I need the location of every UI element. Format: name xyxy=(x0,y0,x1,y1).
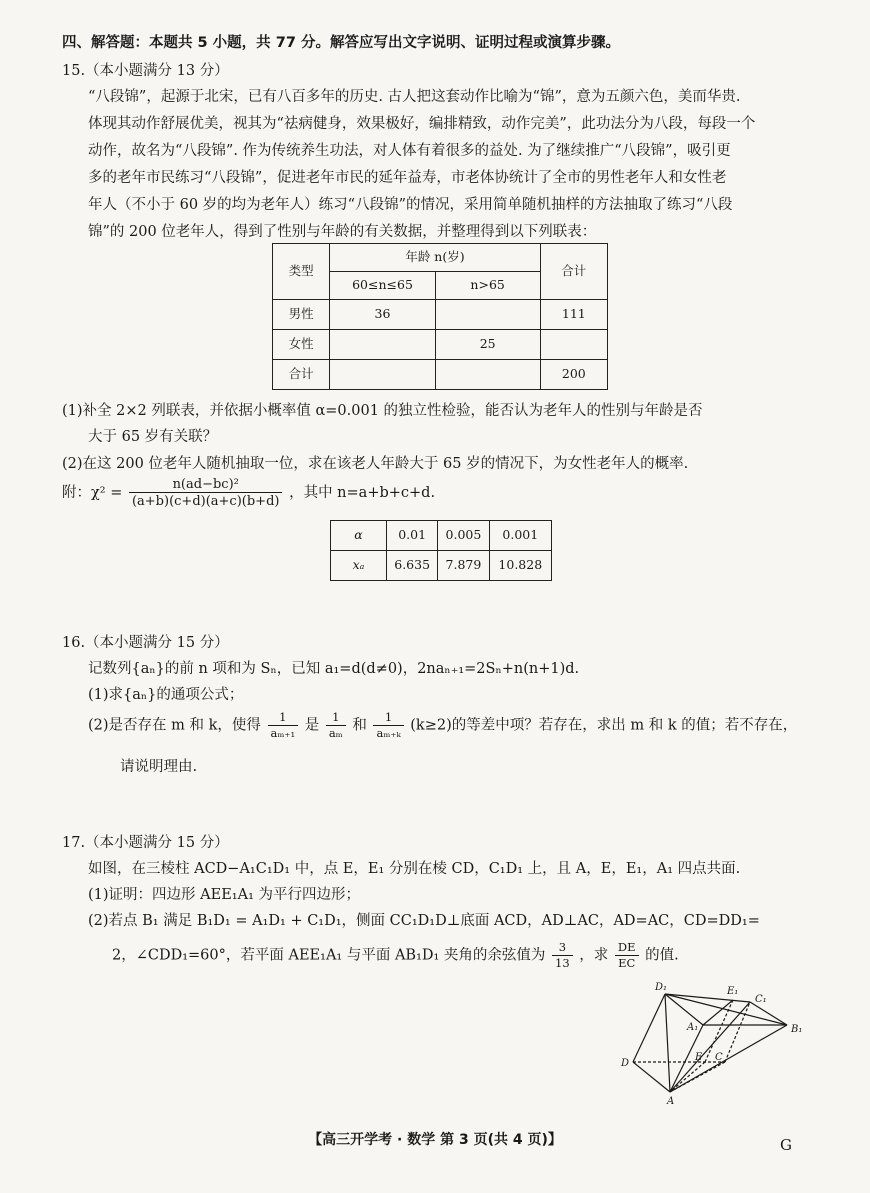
q15-para-line-6: 锦”的 200 位老年人，得到了性别与年龄的有关数据，并整理得到以下列联表： xyxy=(88,224,597,240)
fraction: $\frac{1}{\text{aₘ₊₁}}$ xyxy=(268,712,299,739)
critical-value-table xyxy=(330,520,552,581)
label-C1: C₁ xyxy=(755,994,767,1005)
page-footer: 【高三开学考 · 数学 第 3 页(共 4 页)】 xyxy=(308,1132,562,1148)
label-D: D xyxy=(621,1058,630,1069)
label-D1: D₁ xyxy=(655,982,668,993)
cosine-fraction: $\frac{3}{13}$ xyxy=(552,942,573,969)
q15-part1-line-1: (1)补全 2×2 列联表，并依据小概率值 α=0.001 的独立性检验，能否认为老年人的性别与年龄是否 xyxy=(62,403,703,419)
section-heading: 四、解答题：本题共 5 小题，共 77 分。解答应写出文字说明、证明过程或演算步骤。 xyxy=(62,35,620,51)
ratio-fraction: $\frac{DE}{EC}$ xyxy=(615,942,639,969)
q16-title: 16.（本小题满分 15 分） xyxy=(62,635,229,651)
label-A: A xyxy=(667,1096,675,1107)
prism-figure xyxy=(615,980,815,1110)
table-row: α 0.01 0.005 0.001 xyxy=(331,521,552,551)
table-row: 男性 36 111 xyxy=(273,300,608,330)
col-60-65-header: 60≤n≤65 xyxy=(330,272,435,300)
age-header: 年龄 n(岁) xyxy=(330,244,540,272)
corner-mark: G xyxy=(780,1136,792,1154)
q16-part2-line-2: 请说明理由. xyxy=(120,759,198,775)
table-row: 女性 25 xyxy=(273,330,608,360)
col-over-65-header: n>65 xyxy=(435,272,540,300)
q15-part2: (2)在这 200 位老年人随机抽取一位，求在该老人年龄大于 65 岁的情况下，为女性老年人的概率. xyxy=(62,456,689,472)
q15-para-line-4: 多的老年市民练习“八段锦”，促进老年市民的延年益寿，市老体协统计了全市的男性老年人和女性老 xyxy=(88,170,727,186)
q15-para-line-1: “八段锦”，起源于北宋，已有八百多年的历史. 古人把这套动作比喻为“锦”，意为五颜六色，美而华贵. xyxy=(88,89,741,105)
label-B1: B₁ xyxy=(791,1024,803,1035)
fraction: $\frac{1}{\text{aₘ}}$ xyxy=(326,712,346,739)
q15-title: 15.（本小题满分 13 分） xyxy=(62,63,229,79)
q17-title: 17.（本小题满分 15 分） xyxy=(62,835,229,851)
q17-statement: 如图，在三棱柱 ACD−A₁C₁D₁ 中，点 E，E₁ 分别在棱 CD，C₁D₁ 上，且 A，E，E₁，A₁ 四点共面. xyxy=(88,861,741,877)
total-header: 合计 xyxy=(540,244,607,300)
q15-para-line-3: 动作，故名为“八段锦”. 作为传统养生功法，对人体有着很多的益处. 为了继续推广“八段锦”，吸引更 xyxy=(88,143,731,159)
label-E: E xyxy=(695,1052,703,1063)
label-C: C xyxy=(715,1052,723,1063)
q15-para-line-2: 体现其动作舒展优美，视其为“祛病健身，效果极好，编排精致，动作完美”，此功法分为八段，每段一个 xyxy=(88,116,756,132)
q15-appendix: 附：χ² = $\frac{\text{n(ad−bc)²}}{(a+b)(c+d)(a+c)(b+d)}$ ，其中 n=a+b+c+d. xyxy=(62,477,436,509)
q17-part1: (1)证明：四边形 AEE₁A₁ 为平行四边形； xyxy=(88,887,360,903)
chi-square-fraction: $\frac{\text{n(ad−bc)²}}{(a+b)(c+d)(a+c)(b+d)}$ xyxy=(129,478,283,508)
q16-statement: 记数列{aₙ}的前 n 项和为 Sₙ，已知 a₁=d(d≠0)，2naₙ₊₁=2Sₙ+n(n+1)d. xyxy=(88,661,580,677)
q15-para-line-5: 年人（不小于 60 岁的均为老年人）练习“八段锦”的情况，采用简单随机抽样的方法抽取了练习“八段 xyxy=(88,197,733,213)
q16-part2-line-1: (2)是否存在 m 和 k，使得 $\frac{1}{\text{aₘ₊₁}}$ 是 $\frac{1}{\text{aₘ}}$ 和 $\frac{1}{\text{aₘ₊ₖ}}$ (k≥2)的等差中项？若存在，求出 m 和 k 的值；若不存在， xyxy=(88,710,798,740)
q16-part1: (1)求{aₙ}的通项公式； xyxy=(88,687,244,703)
q15-part1-line-2: 大于 65 岁有关联？ xyxy=(88,429,218,445)
label-E1: E₁ xyxy=(727,986,739,997)
contingency-table xyxy=(272,243,608,390)
type-header: 类型 xyxy=(273,244,330,300)
table-row: xₐ 6.635 7.879 10.828 xyxy=(331,551,552,581)
label-A1: A₁ xyxy=(687,1022,699,1033)
table-row: 合计 200 xyxy=(273,360,608,390)
q17-part2-line-1: (2)若点 B₁ 满足 B₁D₁ = A₁D₁ + C₁D₁，侧面 CC₁D₁D⊥底面 ACD，AD⊥AC，AD=AC，CD=DD₁= xyxy=(88,913,760,929)
q17-part2-line-2: 2，∠CDD₁=60°，若平面 AEE₁A₁ 与平面 AB₁D₁ 夹角的余弦值为 $\frac{3}{13}$ ，求 $\frac{DE}{EC}$ 的值. xyxy=(112,940,679,970)
fraction: $\frac{1}{\text{aₘ₊ₖ}}$ xyxy=(373,712,403,739)
